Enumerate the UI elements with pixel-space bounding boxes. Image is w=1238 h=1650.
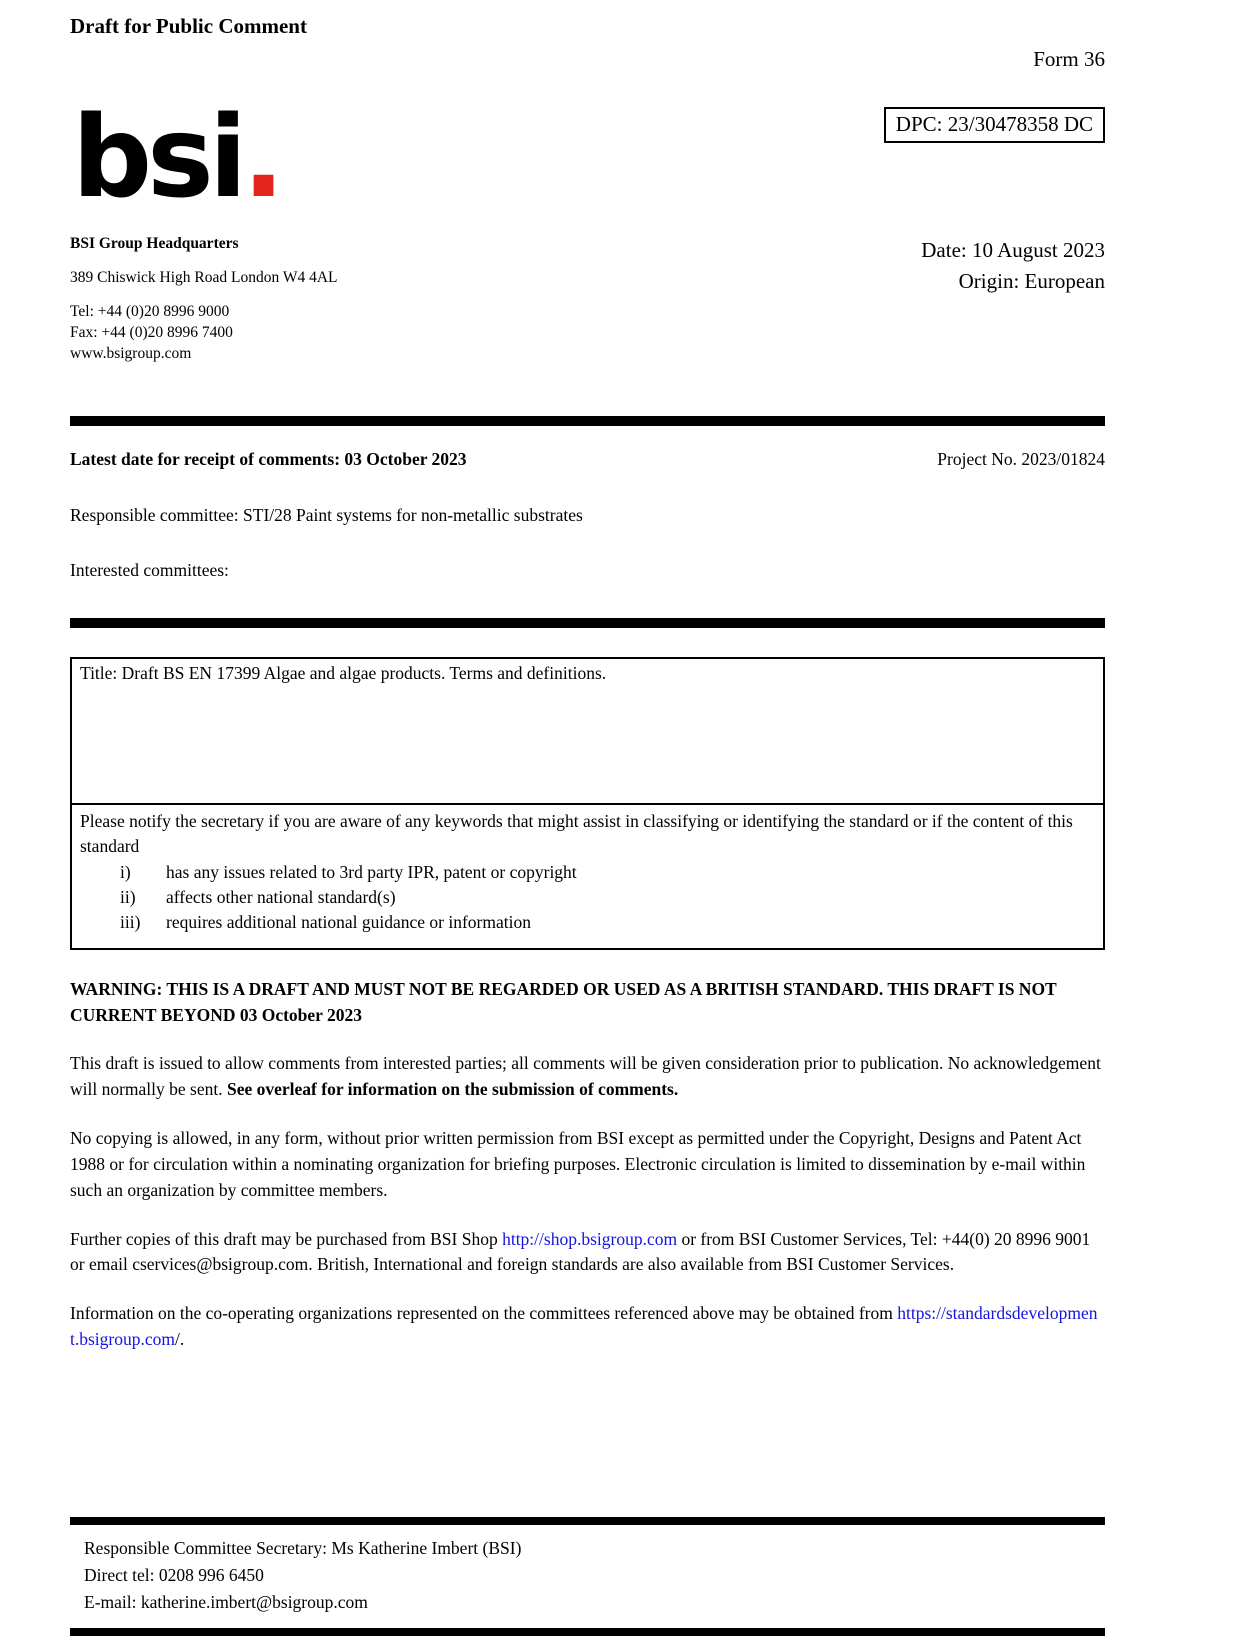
paragraph-text: /. bbox=[175, 1329, 185, 1350]
paragraph-copying-notice: No copying is allowed, in any form, without prior written permission from BSI except as permitted under the Copyright, Designs and Patent Act 1988 or for circulation within a nominating organization for briefing purposes. Electronic circulation is limited to dissemination by e-mail within such an organization by committee members. bbox=[70, 1127, 1086, 1200]
list-item-text: requires additional national guidance or information bbox=[166, 911, 531, 932]
paragraph-text: Information on the co-operating organizations represented on the committees referenced above may be obtained from bbox=[70, 1303, 898, 1324]
project-number-label: Project No. 2023/01824 bbox=[937, 449, 1105, 470]
footer-bar-top bbox=[70, 1517, 1105, 1525]
date-origin-block bbox=[921, 235, 1105, 296]
responsible-committee-line: Responsible committee: STI/28 Paint systems for non-metallic substrates bbox=[70, 505, 583, 526]
list-item-text: has any issues related to 3rd party IPR, patent or copyright bbox=[166, 861, 577, 882]
committee-secretary-line: Responsible Committee Secretary: Ms Katherine Imbert (BSI) bbox=[84, 1537, 522, 1558]
draft-for-public-comment-heading: Draft for Public Comment bbox=[70, 14, 307, 38]
list-item bbox=[80, 910, 1095, 935]
list-item-numeral: iii) bbox=[120, 911, 141, 932]
address-block bbox=[70, 235, 338, 365]
secretary-email-line: E-mail: katherine.imbert@bsigroup.com bbox=[84, 1591, 368, 1612]
latest-date-row bbox=[70, 449, 1105, 470]
paragraph-purchase-info bbox=[70, 1227, 1105, 1279]
hq-tel: Tel: +44 (0)20 8996 9000 bbox=[70, 303, 230, 321]
paragraph-text: This draft is issued to allow comments from interested parties; all comments will be given consideration prior to publication. No acknowledgement will normally be sent. bbox=[70, 1053, 1101, 1100]
keywords-list bbox=[80, 860, 1095, 935]
interested-committees-line: Interested committees: bbox=[70, 560, 229, 581]
list-item bbox=[80, 885, 1095, 910]
list-item-numeral: i) bbox=[120, 861, 131, 882]
keywords-box bbox=[70, 805, 1105, 950]
paragraph-text: Further copies of this draft may be purchased from BSI Shop bbox=[70, 1228, 503, 1249]
bsi-logo-text: bsi bbox=[72, 93, 243, 223]
address-meta-row bbox=[70, 235, 1105, 365]
footer-contact-lines bbox=[70, 1525, 1105, 1628]
latest-date-label: Latest date for receipt of comments: 03 October 2023 bbox=[70, 449, 467, 470]
dpc-number-box: DPC: 23/30478358 DC bbox=[884, 107, 1105, 143]
bsi-logo-dot: . bbox=[242, 93, 285, 223]
divider-bar-top bbox=[70, 416, 1105, 426]
hq-name: BSI Group Headquarters bbox=[70, 235, 239, 253]
date-label: Date: 10 August 2023 bbox=[921, 238, 1105, 263]
hq-website: www.bsigroup.com bbox=[70, 345, 192, 363]
list-item bbox=[80, 860, 1095, 885]
footer-block bbox=[70, 1517, 1105, 1636]
bsi-logo bbox=[72, 93, 285, 223]
draft-warning-text: WARNING: THIS IS A DRAFT AND MUST NOT BE REGARDED OR USED AS A BRITISH STANDARD. THIS DRAFT IS NOT CURRENT BEYOND 03 October 2023 bbox=[70, 979, 1057, 1025]
direct-tel-line: Direct tel: 0208 996 6450 bbox=[84, 1564, 264, 1585]
title-box bbox=[70, 657, 1105, 805]
paragraph-text: or from BSI Customer Services, Tel: +44(0) 20 8996 9001 or email cservices@bsigroup.com. British, International and foreign standards are also available from BSI Customer Services. bbox=[70, 1228, 1091, 1275]
standard-title-text: Title: Draft BS EN 17399 Algae and algae products. Terms and definitions. bbox=[80, 663, 607, 684]
paragraph-comments-info bbox=[70, 1051, 1105, 1103]
paragraph-cooperating-orgs bbox=[70, 1301, 1105, 1353]
list-item-numeral: ii) bbox=[120, 886, 136, 907]
logo-dpc-row bbox=[70, 93, 1105, 223]
hq-street: 389 Chiswick High Road London W4 4AL bbox=[70, 269, 338, 287]
divider-bar-middle bbox=[70, 618, 1105, 628]
paragraph-bold-text: See overleaf for information on the submission of comments. bbox=[227, 1079, 679, 1100]
form-number-label: Form 36 bbox=[1033, 47, 1105, 71]
footer-bar-bottom bbox=[70, 1628, 1105, 1636]
keywords-intro-text: Please notify the secretary if you are aware of any keywords that might assist in classifying or identifying the standard or if the content of this standard bbox=[80, 811, 1073, 856]
hq-fax: Fax: +44 (0)20 8996 7400 bbox=[70, 324, 233, 342]
standards-development-link[interactable]: https://standardsdevelopment.bsigroup.com bbox=[70, 1303, 1098, 1350]
origin-label: Origin: European bbox=[958, 268, 1105, 293]
list-item-text: affects other national standard(s) bbox=[166, 886, 396, 907]
bsi-shop-link[interactable]: http://shop.bsigroup.com bbox=[502, 1228, 678, 1249]
